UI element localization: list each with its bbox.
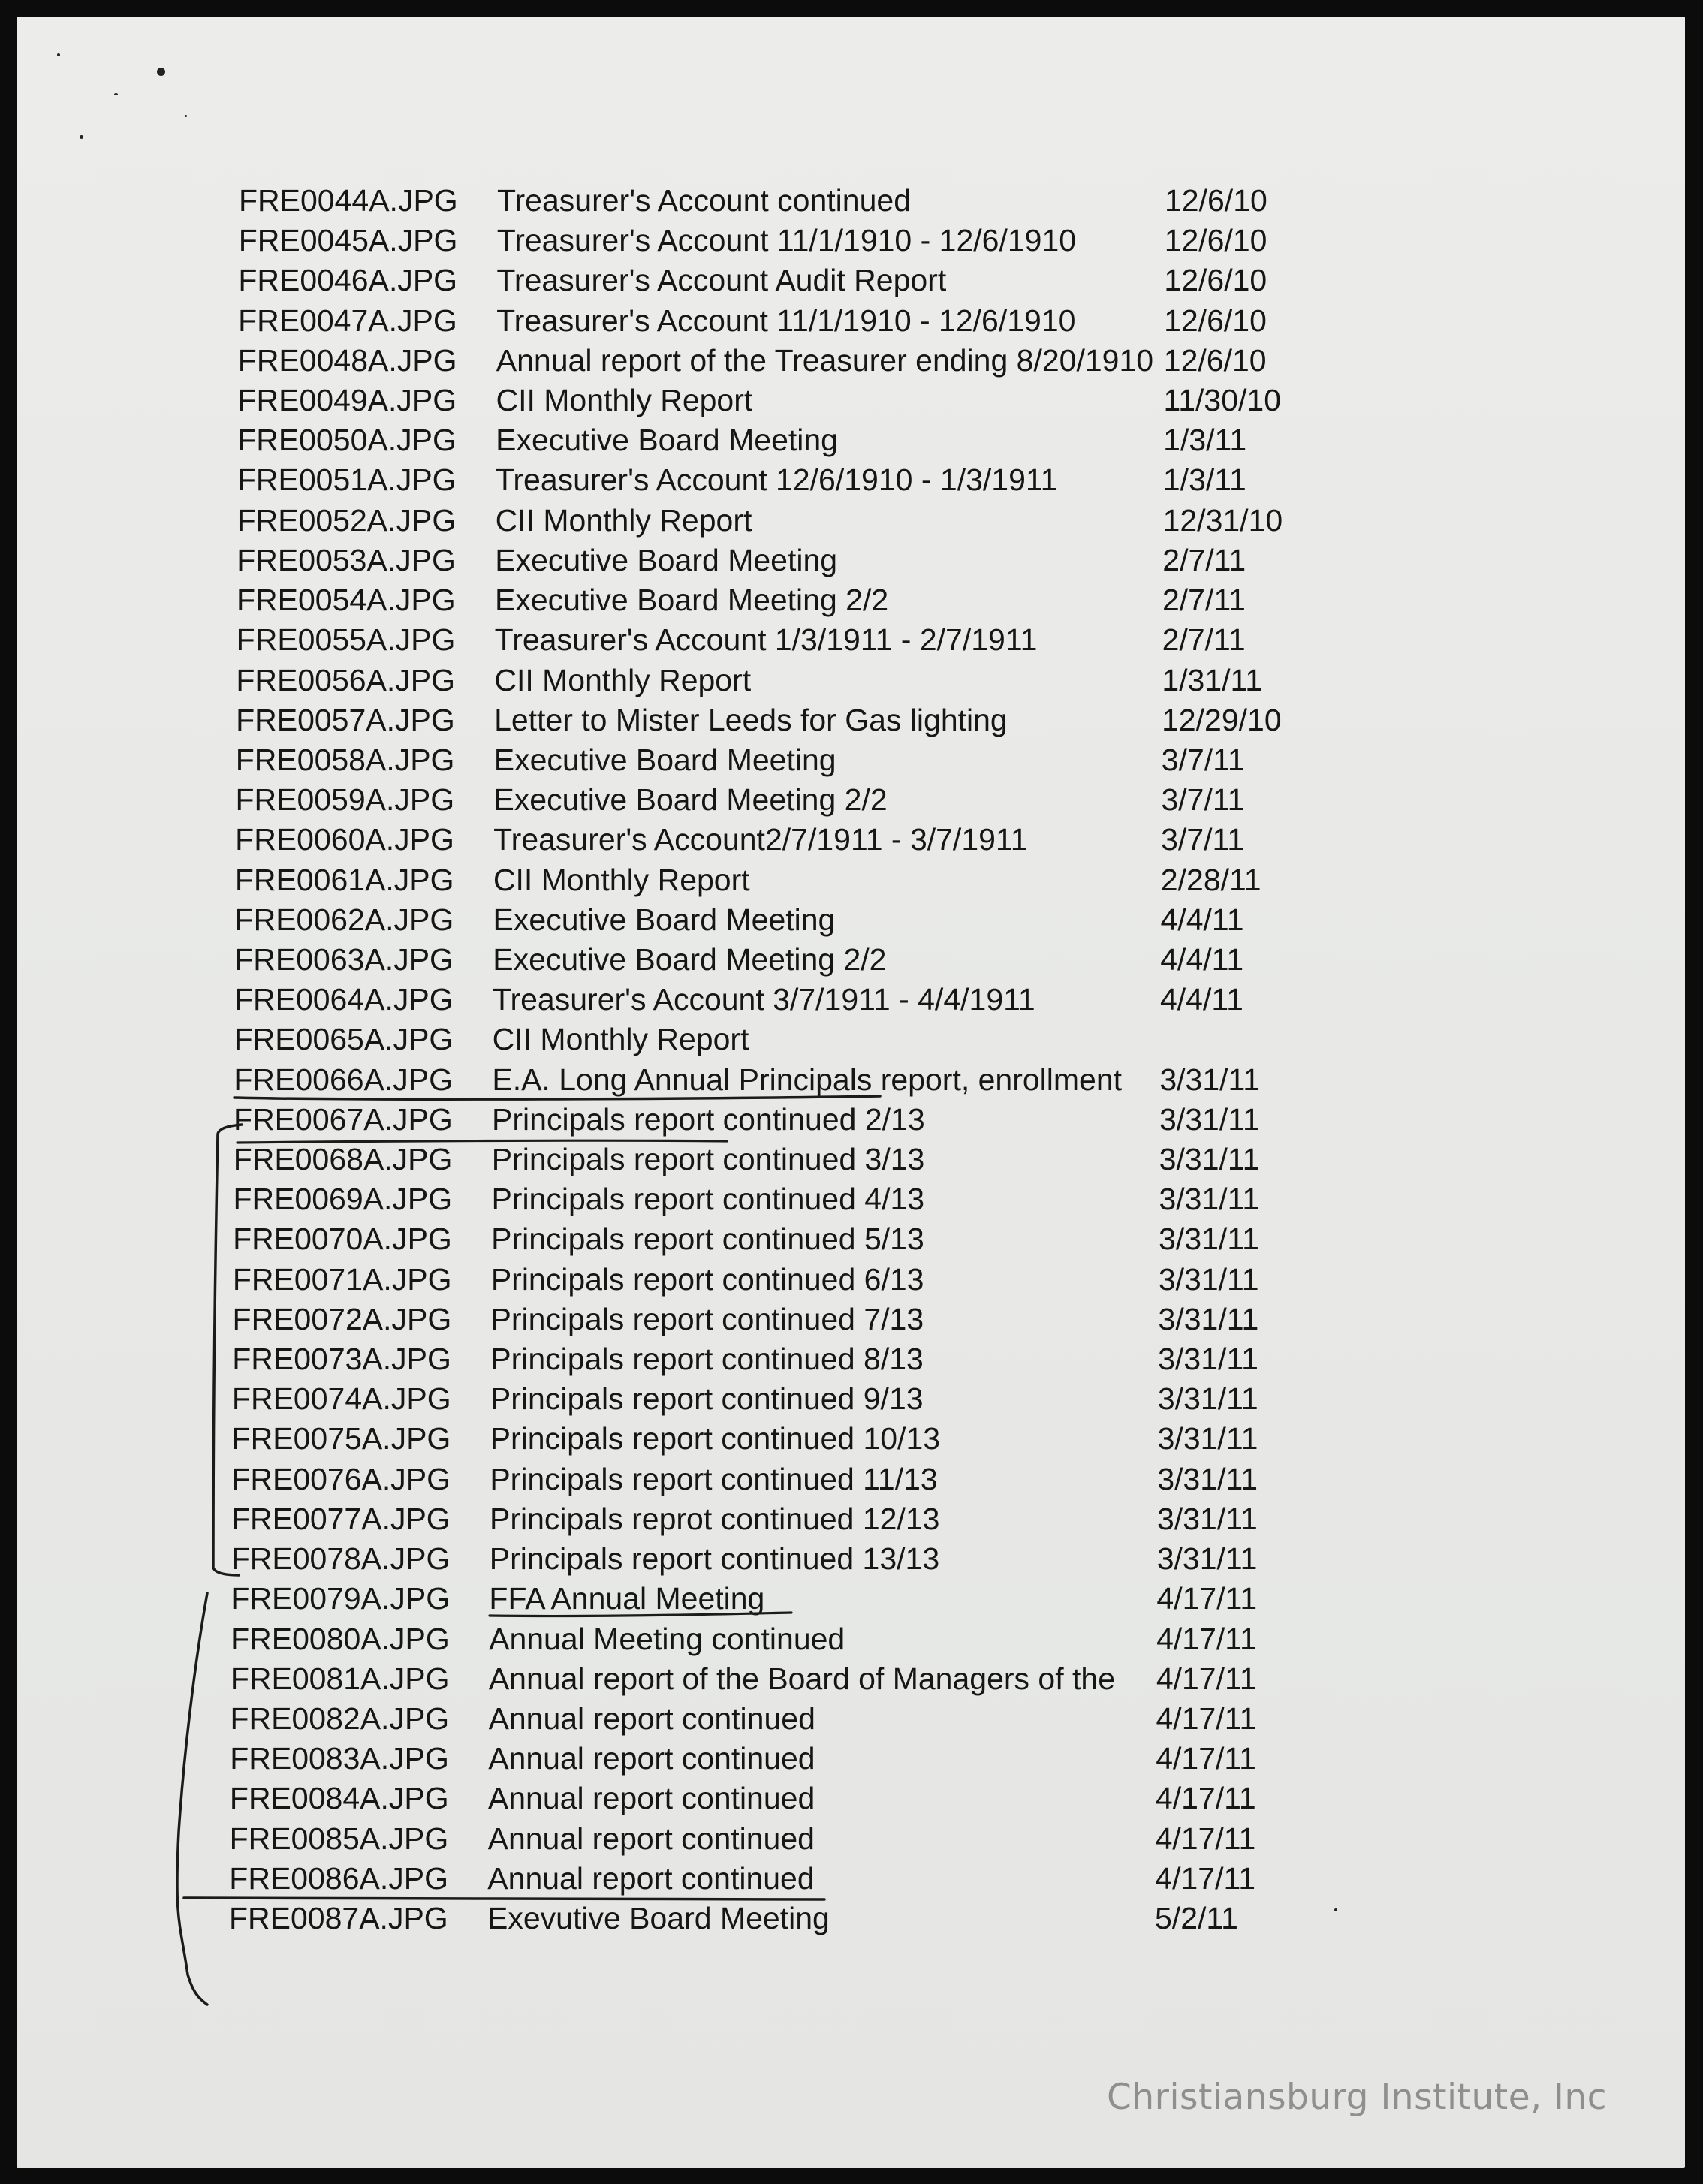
file-description: Principals report continued 9/13 [490,1381,924,1417]
file-description: Principals report continued 8/13 [490,1342,924,1377]
list-item [231,1499,1433,1539]
file-name: FRE0057A.JPG [236,702,455,737]
file-description: Annual report continued [488,1741,815,1776]
list-item [232,1418,1433,1459]
file-description: E.A. Long Annual Principals report, enrollment [492,1062,1123,1097]
list-item [229,1858,1430,1899]
file-name: FRE0044A.JPG [239,183,458,218]
file-name: FRE0056A.JPG [236,662,456,697]
file-date: 3/31/11 [1159,1062,1261,1097]
file-date: 4/17/11 [1155,1821,1256,1856]
file-description: Principals report continued 13/13 [489,1541,940,1577]
file-date: 1/3/11 [1162,462,1246,498]
file-name: FRE0084A.JPG [229,1781,449,1816]
file-name: FRE0072A.JPG [232,1301,452,1336]
file-date: 3/31/11 [1158,1301,1259,1336]
list-item [238,260,1439,300]
file-description: FFA Annual Meeting [489,1581,765,1616]
file-date: 3/31/11 [1156,1541,1258,1577]
list-item [234,1059,1435,1100]
list-item [230,1738,1431,1779]
list-item [234,1099,1435,1140]
file-name: FRE0054A.JPG [236,583,456,618]
file-date: 4/17/11 [1155,1781,1256,1816]
file-description: Executive Board Meeting [493,902,836,937]
file-description: Executive Board Meeting [493,742,836,777]
file-name: FRE0045A.JPG [238,223,458,258]
file-date: 3/7/11 [1161,782,1245,818]
list-item [238,340,1439,381]
list-item [238,300,1439,341]
file-date: 3/31/11 [1157,1381,1258,1417]
list-item [236,660,1437,700]
list-item [236,740,1437,780]
file-date: 3/31/11 [1157,1461,1258,1496]
file-description: Executive Board Meeting 2/2 [493,782,888,818]
file-description: Annual report continued [487,1860,815,1896]
file-name: FRE0071A.JPG [232,1261,452,1297]
file-date: 2/7/11 [1162,583,1246,618]
file-date: 4/17/11 [1156,1701,1257,1736]
file-date: 4/4/11 [1160,902,1244,937]
file-name: FRE0060A.JPG [235,822,454,857]
file-name: FRE0069A.JPG [233,1182,453,1217]
file-date: 4/17/11 [1155,1860,1256,1896]
file-name: FRE0049A.JPG [237,383,457,418]
file-date: 3/31/11 [1158,1342,1258,1377]
file-name: FRE0070A.JPG [233,1222,452,1257]
list-item [237,619,1438,660]
file-name: FRE0064A.JPG [234,982,454,1017]
file-name: FRE0076A.JPG [231,1461,451,1496]
list-item [232,1339,1433,1379]
file-description: Principals report continued 7/13 [490,1301,924,1336]
file-name: FRE0085A.JPG [229,1821,449,1856]
file-name: FRE0051A.JPG [237,462,457,498]
file-name: FRE0068A.JPG [233,1142,453,1177]
file-description: CII Monthly Report [493,862,750,897]
file-date: 11/30/10 [1163,383,1282,418]
file-description: Executive Board Meeting 2/2 [494,583,889,618]
file-description: CII Monthly Report [496,383,753,418]
file-name: FRE0062A.JPG [234,902,454,937]
file-name: FRE0053A.JPG [237,542,456,577]
file-date: 3/7/11 [1161,742,1245,777]
list-item [239,180,1440,221]
file-date: 12/6/10 [1164,303,1267,338]
file-description: Treasurer's Account 11/1/1910 - 12/6/1910 [496,223,1077,258]
list-item [231,1459,1433,1499]
file-description: Principals report continued 11/13 [490,1461,938,1496]
file-date: 12/6/10 [1163,342,1267,378]
file-description: Executive Board Meeting 2/2 [493,941,887,977]
file-description: Treasurer's Account2/7/1911 - 3/7/1911 [493,822,1028,857]
file-description: Treasurer's Account 3/7/1911 - 4/4/1911 [492,982,1035,1017]
file-date: 2/7/11 [1162,542,1246,577]
file-date: 12/6/10 [1164,223,1267,258]
file-date: 4/4/11 [1159,982,1243,1017]
file-name: FRE0074A.JPG [231,1381,451,1417]
file-name: FRE0079A.JPG [231,1581,451,1616]
file-date: 12/31/10 [1162,502,1283,538]
list-item [235,779,1436,820]
file-name: FRE0087A.JPG [229,1901,448,1935]
file-description: Principals reprot continued 12/13 [490,1501,940,1536]
file-name: FRE0061A.JPG [234,862,454,897]
file-name: FRE0078A.JPG [231,1541,451,1577]
file-date: 4/4/11 [1160,941,1244,977]
file-name: FRE0046A.JPG [238,263,458,298]
file-name: FRE0066A.JPG [234,1062,454,1097]
list-item [237,380,1439,420]
list-item [229,1898,1430,1938]
list-item [231,1619,1432,1659]
list-item [234,979,1436,1020]
file-date: 4/17/11 [1156,1741,1256,1776]
file-name: FRE0067A.JPG [234,1101,453,1137]
file-name: FRE0073A.JPG [232,1342,451,1377]
file-date: 3/31/11 [1157,1421,1258,1457]
file-date: 4/17/11 [1156,1661,1257,1696]
file-name: FRE0083A.JPG [230,1741,449,1776]
file-description: Treasurer's Account 11/1/1910 - 12/6/1910 [496,303,1076,338]
list-item [233,1179,1434,1219]
file-name: FRE0055A.JPG [236,622,456,658]
paper-sheet [17,17,1685,2168]
list-item [237,420,1439,460]
file-name: FRE0052A.JPG [237,502,457,538]
file-description: Annual report continued [487,1781,815,1816]
file-description: Principals report continued 10/13 [490,1421,941,1457]
list-item [233,1299,1434,1339]
file-description: CII Monthly Report [492,1022,749,1057]
file-index-list [17,17,1685,2168]
file-date: 3/31/11 [1157,1501,1258,1536]
file-name: FRE0080A.JPG [231,1621,450,1656]
file-date: 2/28/11 [1160,862,1261,897]
list-item [231,1578,1432,1619]
file-name: FRE0081A.JPG [230,1661,450,1696]
file-date: 4/17/11 [1156,1581,1258,1616]
file-date: 3/7/11 [1161,822,1245,857]
file-description: Principals report continued 4/13 [491,1182,925,1217]
file-name: FRE0050A.JPG [237,423,457,458]
file-name: FRE0058A.JPG [235,742,455,777]
file-date: 4/17/11 [1156,1621,1257,1656]
file-description: Annual Meeting continued [489,1621,845,1656]
list-item [236,700,1437,740]
list-item [232,1378,1433,1419]
file-name: FRE0075A.JPG [231,1421,451,1457]
list-item [231,1538,1433,1579]
file-description: Letter to Mister Leeds for Gas lighting [494,702,1008,737]
watermark: Christiansburg Institute, Inc [1107,2077,1607,2118]
file-description: Treasurer's Account continued [497,183,911,218]
list-item [237,540,1438,580]
file-description: Treasurer's Account 12/6/1910 - 1/3/1911 [495,462,1058,498]
list-item [230,1778,1431,1818]
list-item [234,1139,1435,1179]
list-item [231,1658,1432,1699]
file-date: 1/3/11 [1163,423,1247,458]
list-item [237,580,1438,620]
file-date: 3/31/11 [1159,1101,1260,1137]
list-item [239,220,1440,261]
file-description: Treasurer's Account 1/3/1911 - 2/7/1911 [494,622,1038,658]
file-date: 1/31/11 [1162,662,1263,697]
file-date: 2/7/11 [1162,622,1246,658]
file-date: 5/2/11 [1155,1901,1238,1935]
file-description: Principals report continued 3/13 [491,1142,925,1177]
file-description: Annual report of the Treasurer ending 8/20/1910 [496,342,1154,378]
file-description: Principals report continued 6/13 [490,1261,924,1297]
file-name: FRE0063A.JPG [234,941,454,977]
file-description: CII Monthly Report [495,502,752,538]
file-description: CII Monthly Report [494,662,752,697]
file-name: FRE0047A.JPG [238,303,457,338]
list-item [234,1019,1436,1059]
list-item [235,899,1436,940]
file-description: Executive Board Meeting [495,542,838,577]
file-description: Exevutive Board Meeting [487,1901,830,1935]
file-date: 3/31/11 [1159,1182,1260,1217]
list-item [235,819,1436,860]
list-item [233,1259,1434,1300]
file-description: Principals report continued 5/13 [491,1222,924,1257]
file-date: 12/29/10 [1162,702,1282,737]
list-item [230,1818,1431,1859]
list-item [233,1219,1434,1259]
file-description: Annual report continued [487,1821,815,1856]
file-date: 12/6/10 [1164,263,1267,298]
file-name: FRE0065A.JPG [234,1022,454,1057]
list-item [234,939,1436,980]
file-date: 3/31/11 [1159,1222,1259,1257]
list-item [237,459,1439,500]
file-name: FRE0086A.JPG [229,1860,448,1896]
file-name: FRE0048A.JPG [237,342,457,378]
file-description: Treasurer's Account Audit Report [496,263,947,298]
file-description: Annual report continued [488,1701,815,1736]
list-item [237,500,1439,541]
file-description: Executive Board Meeting [496,423,838,458]
file-name: FRE0059A.JPG [235,782,455,818]
file-date: 3/31/11 [1159,1142,1260,1177]
file-name: FRE0082A.JPG [230,1701,450,1736]
file-date: 3/31/11 [1158,1261,1259,1297]
file-name: FRE0077A.JPG [231,1501,451,1536]
file-date: 12/6/10 [1165,183,1267,218]
file-description: Annual report of the Board of Managers of the [488,1661,1116,1696]
file-description: Principals report continued 2/13 [492,1101,925,1137]
list-item [235,860,1436,900]
list-item [231,1698,1432,1739]
